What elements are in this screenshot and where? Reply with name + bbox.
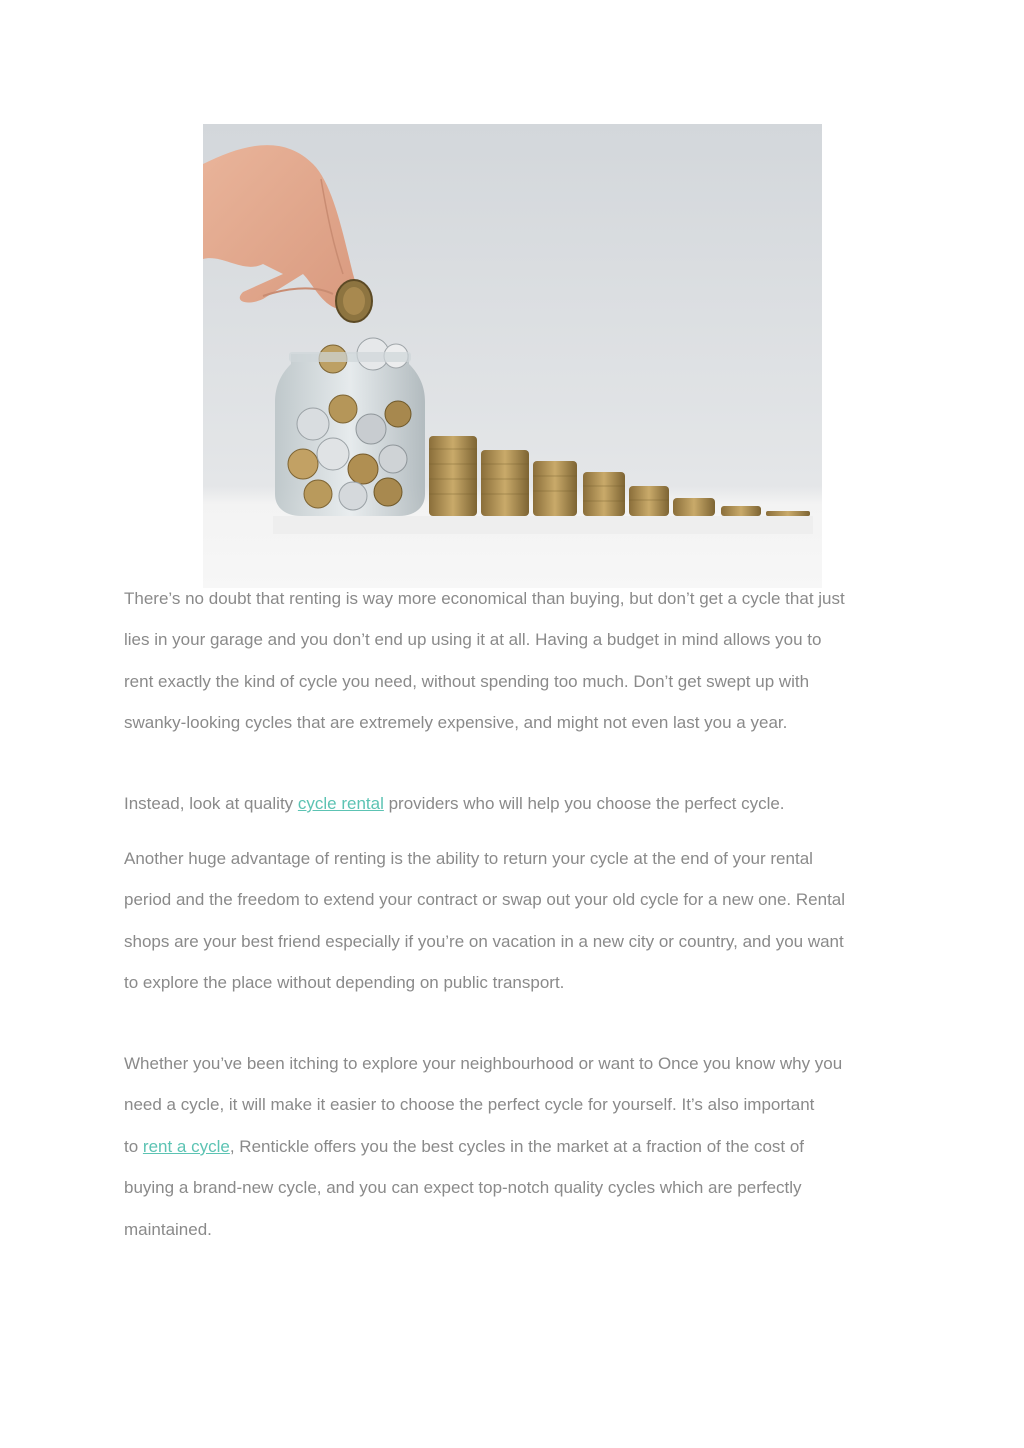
text-line: period and the freedom to extend your contract or swap out your old cycle for a new one. Rental [124,890,846,910]
text-line: maintained. [124,1219,212,1239]
text-line: lies in your garage and you don’t end up using it at all. Having a budget in mind allows you to [124,630,822,650]
rent-a-cycle-link[interactable]: rent a cycle [142,1136,230,1156]
paragraph-intro [124,578,904,744]
text-segment: Instead, look at quality [124,794,298,813]
text-line [124,783,904,824]
cycle-rental-link[interactable]: cycle rental [297,794,384,813]
text-line: rent exactly the kind of cycle you need, without spending too much. Don’t get swept up with [124,671,810,691]
text-segment: , Rentickle offers you the best cycles in the market at a fraction of the cost of [229,1136,805,1156]
text-line: swanky-looking cycles that are extremely expensive, and might not even last you a year. [124,713,788,733]
paragraph-advantage [124,838,904,1004]
text-line: buying a brand-new cycle, and you can expect top-notch quality cycles which are perfectly [124,1178,802,1198]
jar-icon [275,338,425,516]
text-line: need a cycle, it will make it easier to choose the perfect cycle for yourself. It’s also important [124,1095,815,1115]
coins-savings-photo [203,124,822,588]
paragraph-cycle-rental [124,783,904,824]
text-line: shops are your best friend especially if you’re on vacation in a new city or country, and you want [124,931,844,951]
text-segment: providers who will help you choose the perfect cycle. [383,794,785,813]
text-segment: to [124,1136,143,1156]
text-line [124,1126,904,1167]
text-line: to explore the place without depending on public transport. [124,973,565,993]
text-line: Whether you’ve been itching to explore your neighbourhood or want to Once you know why you [124,1054,843,1073]
text-line: Another huge advantage of renting is the ability to return your cycle at the end of your rental [124,849,813,868]
text-line: There’s no doubt that renting is way more economical than buying, but don’t get a cycle that just [124,589,845,608]
paragraph-rentickle [124,1043,904,1250]
